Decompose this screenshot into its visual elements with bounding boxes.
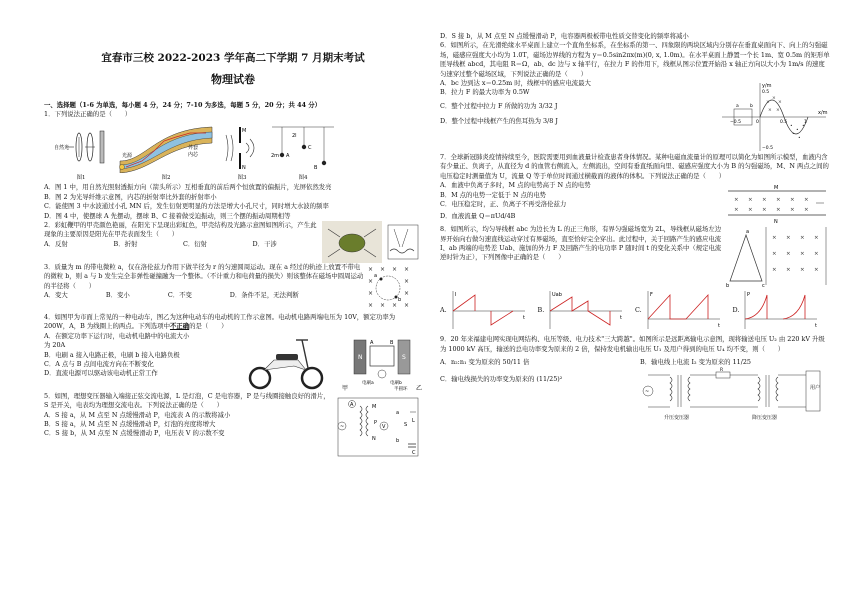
svg-text:y/m: y/m: [762, 83, 772, 90]
fig1-caption: 图1: [76, 175, 86, 182]
svg-text:•: •: [796, 128, 799, 134]
svg-text:c: c: [762, 283, 765, 288]
svg-text:×: ×: [804, 207, 809, 214]
svg-text:×: ×: [404, 290, 410, 298]
svg-text:×: ×: [814, 267, 819, 274]
brush-b-label: 电刷b: [390, 380, 402, 386]
svg-text:b: b: [398, 297, 402, 304]
q4-stem-part2: 的是（ ）: [189, 322, 228, 331]
svg-text:b: b: [726, 283, 730, 288]
fig2-fiber: [116, 121, 216, 181]
svg-text:×: ×: [748, 207, 753, 214]
q9-option-a: A．n₂:n₁ 变为原来的 50/11 倍: [440, 358, 530, 367]
svg-text:•: •: [790, 124, 793, 130]
svg-text:t: t: [522, 315, 525, 322]
q7-option-c: C．电压稳定时，正、负离子不再受洛伦兹力: [440, 200, 567, 209]
q4-stem-part1: 4．如图甲为市面上常见的一种电动车，图乙为这种电动车的电动机的工作示意图。电动机电路两端电压为 10V，额定功率为 200W，A，B 为线圈上的两点。下列选项中: [44, 313, 396, 331]
svg-text:×: ×: [772, 235, 777, 242]
question-3-stem: 3．质量为 m 的带电微粒 a，仅在洛伦兹力作用下做半径为 r 的匀速圆周运动。现在 a 经过的轨迹上放置不带电的微粒 b，则 a 与 b 发生完全非弹性碰撞融为一个整体。（不计重力和电荷量的损失）则该整体在磁场中圆周运动的半径将（ ）: [44, 263, 364, 290]
user-label: 用户: [810, 385, 821, 392]
q6-option-c: C．整个过程中拉力 F 所做的功为 3/32 J: [440, 101, 558, 110]
svg-text:×: ×: [748, 197, 753, 204]
svg-text:×: ×: [368, 302, 374, 310]
svg-text:×: ×: [380, 302, 386, 310]
question-8: [440, 225, 830, 287]
fig4-caption: 图4: [298, 175, 308, 182]
svg-text:N: N: [372, 435, 376, 442]
question-7-body: [440, 181, 830, 225]
svg-text:−0.5: −0.5: [730, 120, 741, 126]
motor-figure: [194, 332, 422, 392]
svg-text:×: ×: [804, 197, 809, 204]
fig2-inner-label: 内芯: [188, 152, 199, 159]
svg-text:B: B: [390, 339, 394, 346]
step-up-label: 升压变压器: [664, 415, 690, 422]
q8-option-d-label: D.: [732, 305, 740, 314]
q3-options: [44, 291, 366, 300]
svg-text:a: a: [746, 229, 750, 236]
scooter-illustration: [250, 340, 322, 388]
q5-option-b: B．S 接 a，从 M 点至 N 点缓慢滑动 P，灯泡的亮度将增大: [44, 420, 216, 429]
svg-text:×: ×: [776, 197, 781, 204]
svg-text:×: ×: [380, 266, 386, 274]
question-1-stem: 1．下列说法正确的是（ ）: [44, 110, 132, 118]
question-2-stem: 2．彩虹鞭甲的甲壳颜色艳丽，在阳光下呈现出彩虹色，甲壳结构及光路示意图如图所示，产生此现象的主要原因是阳光在甲壳表面发生（ ）: [44, 221, 317, 239]
q3-option-b: B．变小: [105, 291, 130, 300]
svg-text:−0.5: −0.5: [762, 146, 773, 152]
q2-option-d: D．干涉: [252, 239, 277, 248]
exam-title: 宜春市三校 2022-2023 学年高二下学期 7 月期末考试: [101, 52, 365, 64]
q4-stem-emphasis: 不正确: [169, 322, 190, 331]
question-3: [44, 263, 422, 313]
q4-option-b: B．电刷 a 接入电路正极，电刷 b 接入电路负极: [44, 350, 180, 359]
question-1-figures: [52, 121, 422, 181]
svg-text:~: ~: [645, 389, 650, 396]
q1-option-c: C．能使图 3 中水波通过小孔 MN 后，发生衍射更明显的方法是增大小孔尺寸，同时增大水波的频率: [44, 202, 329, 211]
q9-option-c: C．输电线损失的功率变为原来的 (11/25)²: [440, 375, 563, 384]
svg-text:×: ×: [368, 266, 374, 274]
svg-text:x/m: x/m: [818, 110, 828, 117]
fig2-caption: 图2: [161, 175, 171, 182]
svg-text:t: t: [620, 315, 623, 322]
transmission-figure: [640, 367, 826, 421]
svg-text:N: N: [242, 165, 246, 172]
question-5-stem: 5．如图，理想变压器输入端接正弦交流电源，L 是灯泡，C 是电容器，P 是与线圈接触良好的滑片，S 是开关，电表均为理想交流电表。下列说法正确的是（ ）: [44, 391, 330, 410]
q6-option-d: D．整个过程中线框产生的焦耳热为 3/8 J: [440, 117, 558, 126]
svg-text:×: ×: [768, 108, 772, 114]
section-heading: 一、选择题（1-6 为单选，每小题 4 分，24 分；7-10 为多选，每题 5 分，20 分；共 44 分）: [44, 101, 322, 109]
question-7-stem: 7．全球新冠肺炎疫情持续至今，医院需要用到血液量计检查患者身体情况。某种电磁血流量计的原理可以简化为如图所示模型，血液内含有少量正、负离子，从直径为 d 的血管右侧流入，左侧流出，空间有垂直纸面向里、磁感应强度大小为 B 的匀强磁场，M、N 两点之间的电压稳定时测量值为 U，流量 Q 等于单位时间通过横截面的液体的体积。下列说法正确的是（ ）: [440, 153, 829, 180]
blood-flow-figure: [724, 181, 830, 225]
svg-text:×: ×: [392, 302, 398, 310]
q2-option-c: C．衍射: [183, 239, 208, 248]
svg-text:×: ×: [800, 267, 805, 274]
question-9-stem: 9．20 年来福建电网实现电网结构、电压等级、电力技术"三大跨越"。如图所示是远距离输电示意图，现将输送电压 U₂ 由 220 kV 升级为 1000 kV 高压，输送的总电功率变为原来的 2 倍，保持发电机输出电压 U₁ 及用户得到的电压 U₄ 均不变，则（ ）: [440, 335, 825, 353]
svg-text:C: C: [412, 449, 416, 456]
q8-option-c: [635, 289, 733, 331]
svg-text:t: t: [717, 323, 720, 330]
q1-option-a: A．图 1 中，用自然光照射透振方向（箭头所示）互相垂直的前后两个恒放置的偏振片，光屏依然发亮: [44, 183, 332, 192]
q3-option-a: A．变大: [44, 291, 68, 300]
half-ring-label: 半圆环: [394, 386, 408, 392]
question-4-body: [44, 332, 422, 392]
svg-text:B: B: [314, 165, 318, 172]
svg-text:0.5: 0.5: [762, 90, 770, 96]
svg-text:t: t: [815, 323, 818, 330]
svg-text:×: ×: [404, 266, 410, 274]
fig1-polarizer: [52, 123, 110, 181]
q5-option-d: D．S 接 b，从 M 点至 N 点缓慢滑动 P，电容器两极板带电性质交替变化的频率将减小: [440, 32, 689, 40]
svg-text:×: ×: [766, 100, 770, 106]
q6-option-b: B．拉力 F 的最大功率为 0.5W: [440, 88, 530, 97]
svg-text:b: b: [396, 437, 400, 444]
svg-text:×: ×: [368, 290, 374, 298]
fig4-pendulums: [268, 123, 338, 181]
question-6-stem: 6．如图所示，在光滑绝缘水平桌面上建立一个直角坐标系，在坐标系的第一、四象限的两块区域内分别存在垂直桌面向下、向上的匀强磁场，磁感应强度大小均为 1.0T，磁场边界线的方程为 y＝0.5sin2πx(m)(0, x, 1.0m)。在水平桌面上静置一个长 1m、宽 0.5m 的矩形单匝导线框 abcd，其电阻 R＝Ω，ab、dc 边与 x 轴平行，在拉力 F 的作用下，线框从图示位置开始沿 x 轴正方向以大小为 1m/s 的速度匀速穿过整个磁场区域，下列说法正确的是（ ）: [440, 41, 830, 78]
q8-a-axis-label: I: [454, 292, 457, 299]
q5-option-c: C．S 接 b，从 M 点至 N 点缓慢滑动 P，电压表 V 的示数不变: [44, 429, 225, 438]
q7-option-b: B．M 点的电势一定低于 N 点的电势: [440, 190, 547, 199]
fig2-source-label: 光源: [122, 153, 133, 160]
q2-options: [44, 240, 322, 249]
q8-option-a-label: A.: [440, 305, 447, 314]
q2-option-b: B．折射: [113, 239, 138, 248]
svg-text:0: 0: [756, 120, 759, 126]
svg-text:A: A: [350, 401, 354, 408]
svg-text:×: ×: [734, 197, 739, 204]
svg-text:R: R: [720, 368, 724, 374]
q8-option-graphs: [440, 289, 830, 331]
svg-text:×: ×: [786, 235, 791, 242]
sine-field-figure: [720, 79, 830, 153]
q8-option-c-label: C.: [635, 305, 642, 314]
svg-text:M: M: [242, 128, 247, 135]
svg-text:A: A: [286, 153, 290, 160]
right-column: [430, 0, 860, 595]
step-down-label: 降压变压器: [752, 415, 778, 422]
q4-option-d: D．直流电源可以驱动该电动机正常工作: [44, 369, 158, 378]
svg-text:2m: 2m: [271, 153, 280, 160]
svg-text:M: M: [774, 185, 779, 192]
svg-text:×: ×: [778, 100, 782, 106]
fig3-water-wave: [222, 123, 262, 181]
svg-text:×: ×: [800, 251, 805, 258]
q8-option-b-label: B.: [537, 305, 545, 314]
motor-diagram: [354, 340, 410, 392]
svg-text:×: ×: [368, 278, 374, 286]
svg-text:a: a: [374, 273, 378, 280]
svg-text:•: •: [798, 136, 801, 142]
svg-text:×: ×: [786, 251, 791, 258]
q3-option-c: C．不变: [167, 291, 192, 300]
svg-text:a: a: [736, 104, 739, 110]
svg-text:L: L: [412, 417, 415, 424]
q8-option-b: [538, 289, 636, 331]
fig-jia-label: 甲: [342, 384, 349, 392]
q7-option-a: A．血液中负离子多时，M 点的电势高于 N 点的电势: [440, 181, 591, 190]
svg-text:M: M: [372, 403, 377, 410]
triangle-loop-figure: [726, 225, 830, 287]
svg-text:C: C: [308, 145, 312, 152]
svg-text:×: ×: [814, 251, 819, 258]
svg-text:×: ×: [776, 207, 781, 214]
svg-text:1: 1: [804, 120, 807, 126]
svg-text:N: N: [358, 353, 363, 361]
question-9-body: [440, 354, 830, 425]
q8-c-axis-label: F: [649, 292, 653, 299]
fig-yi-label: 乙: [416, 384, 422, 392]
svg-text:×: ×: [762, 207, 767, 214]
svg-text:×: ×: [772, 96, 776, 102]
q3-option-d: D．条件不足，无法判断: [229, 291, 299, 300]
svg-text:×: ×: [772, 251, 777, 258]
svg-text:×: ×: [772, 267, 777, 274]
magnetic-field-figure: [366, 263, 422, 313]
brush-a-label: 电刷a: [362, 380, 374, 386]
q8-d-axis-label: P: [747, 292, 751, 299]
q9-option-b: B．输电线上电流 I₂ 变为原来的 11/25: [640, 358, 751, 367]
svg-text:×: ×: [404, 302, 410, 310]
q8-option-a: [440, 289, 538, 331]
svg-text:S: S: [402, 353, 406, 361]
q8-option-d: [733, 289, 831, 331]
svg-text:×: ×: [404, 278, 410, 286]
svg-text:a: a: [396, 409, 400, 416]
svg-text:~: ~: [340, 423, 345, 430]
q2-option-a: A．反射: [44, 239, 68, 248]
question-6-body: [440, 79, 830, 153]
svg-text:×: ×: [800, 235, 805, 242]
q4-option-c: C．A 点与 B 点间电流方向在不断变化: [44, 360, 154, 369]
svg-text:S: S: [404, 421, 408, 428]
question-8-stem: 8．如图所示，均匀导线框 abc 为边长为 L 的正三角形，有界匀强磁场宽为 2L，导线框从磁场左边界开始向右做匀速直线运动穿过有界磁场，直至恰好完全穿出。此过程中，关于回路产生的感应电流 I、ab 两端的电势差 Uab、施加的外力 F 及回路产生的电功率 P 随时间 t 的变化关系中（规定电流逆时针为正），下列图像中正确的是（ ）: [440, 225, 722, 262]
svg-text:×: ×: [392, 266, 398, 274]
svg-text:N: N: [774, 219, 778, 226]
svg-text:•: •: [792, 132, 795, 138]
svg-text:2l: 2l: [292, 133, 297, 140]
exam-subtitle: 物理试卷: [211, 73, 255, 86]
q4-option-a: A．在额定功率下运行时，电动机电路中的电流大小为 20A: [44, 331, 190, 350]
q1-option-b: B．图 2 为光导纤维示意图，内芯的折射率比外套的折射率小: [44, 192, 217, 201]
svg-text:P: P: [374, 419, 378, 426]
q8-b-axis-label: Uab: [552, 292, 563, 299]
svg-text:×: ×: [762, 197, 767, 204]
svg-text:b: b: [750, 104, 753, 110]
beetle-figure: [322, 221, 422, 263]
question-2: [44, 221, 422, 263]
q5-option-a: A．S 接 a，从 M 点至 N 点缓慢滑动 P，电流表 A 的示数将减小: [44, 410, 231, 419]
svg-text:×: ×: [790, 197, 795, 204]
transformer-circuit: [332, 392, 422, 460]
q6-option-a: A．bc 边到达 x＝0.25m 时，线框中的感应电流最大: [440, 79, 591, 88]
svg-text:•: •: [802, 124, 805, 130]
q7-option-d: D．血液流量 Q＝πUd/4B: [440, 212, 516, 221]
svg-text:×: ×: [734, 207, 739, 214]
svg-text:×: ×: [786, 267, 791, 274]
fig2-outer-label: 外套: [188, 145, 199, 152]
fig3-caption: 图3: [237, 175, 247, 182]
svg-text:×: ×: [790, 207, 795, 214]
question-5: [44, 392, 422, 460]
svg-text:×: ×: [814, 235, 819, 242]
question-4-stem: [44, 313, 422, 332]
fig1-label: 自然光: [54, 145, 70, 152]
svg-text:A: A: [370, 339, 374, 346]
svg-text:0.5: 0.5: [780, 120, 788, 126]
q1-option-d: D．图 4 中，使摆球 A 先摆动，摆球 B、C 接着做受迫振动，则三个摆的振动周期相等: [44, 211, 291, 220]
svg-text:×: ×: [776, 108, 780, 114]
svg-text:V: V: [382, 423, 386, 430]
